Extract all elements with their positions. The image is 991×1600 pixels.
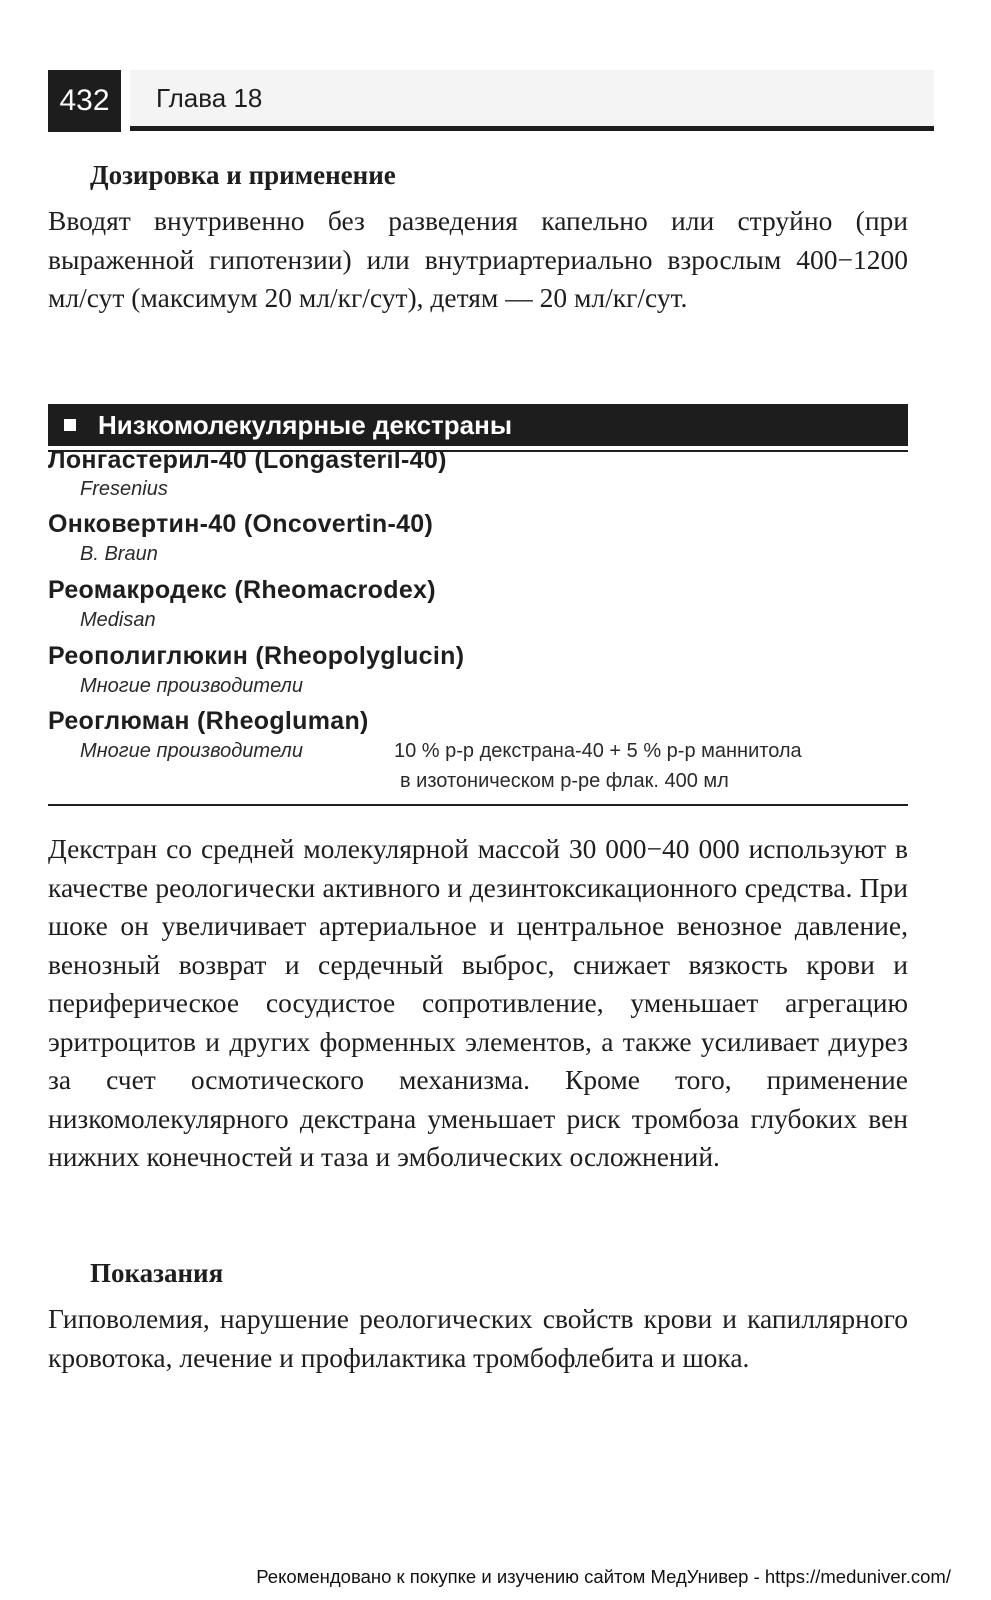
drug-name: Реополиглюкин (Rheopolyglucin)	[48, 642, 465, 670]
drug-description-line: 10 % р-р декстрана-40 + 5 % р-р маннитола	[394, 740, 802, 762]
description-text: Декстран со средней молекулярной массой 30 000−40 000 используют в качестве реологически активного и дезинтоксикационного средства. При шоке он увеличивает артериальное и центральное венозное давление, венозный возврат и сердечный выброс, снижает вязкость крови и периферическое сосудистое сопротивление, уменьшает агрегацию эритроцитов и других форменных элементов, а также усиливает диурез за счет осмотического механизма. Кроме того, применение низкомолекулярного декстрана уменьшает риск тромбоза глубоких вен нижних конечностей и таза и эмболических осложнений.	[48, 833, 908, 1172]
drug-name: Лонгастерил-40 (Longasteril-40)	[48, 446, 447, 474]
square-bullet-icon	[64, 419, 76, 431]
dosage-text: Вводят внутривенно без разведения капельно или струйно (при выраженной гипотензии) или внутриартериально взрослым 400−1200 мл/сут (максимум 20 мл/кг/сут), детям — 20 мл/кг/сут.	[48, 205, 908, 313]
drug-manufacturer: Многие производители	[80, 675, 303, 697]
dosage-heading: Дозировка и применение	[90, 160, 396, 190]
drug-name: Реомакродекс (Rheomacrodex)	[48, 576, 436, 604]
drug-manufacturer: Medisan	[80, 609, 156, 631]
drug-manufacturer: Fresenius	[80, 478, 168, 500]
drug-name: Реоглюман (Rheogluman)	[48, 707, 369, 735]
page-header	[48, 70, 908, 132]
section-title-bar	[48, 404, 908, 446]
chapter-title: Глава 18	[130, 70, 934, 131]
drug-manufacturer: Многие производители	[80, 740, 303, 762]
drug-manufacturer: B. Braun	[80, 543, 158, 565]
footer-note: Рекомендовано к покупке и изучению сайтом МедУнивер - https://meduniver.com/	[256, 1566, 951, 1587]
indications-heading: Показания	[90, 1258, 224, 1288]
page-number: 432	[48, 70, 121, 132]
table-bottom-rule	[48, 804, 908, 806]
indications-text: Гиповолемия, нарушение реологических свойств крови и капиллярного кровотока, лечение и профилактика тромбофлебита и шока.	[48, 1303, 908, 1373]
drug-name: Онковертин-40 (Oncovertin-40)	[48, 510, 434, 538]
drug-description-line: в изотоническом р-ре флак. 400 мл	[400, 770, 729, 792]
drug-description	[394, 736, 802, 796]
section-title: Низкомолекулярные декстраны	[98, 410, 513, 440]
